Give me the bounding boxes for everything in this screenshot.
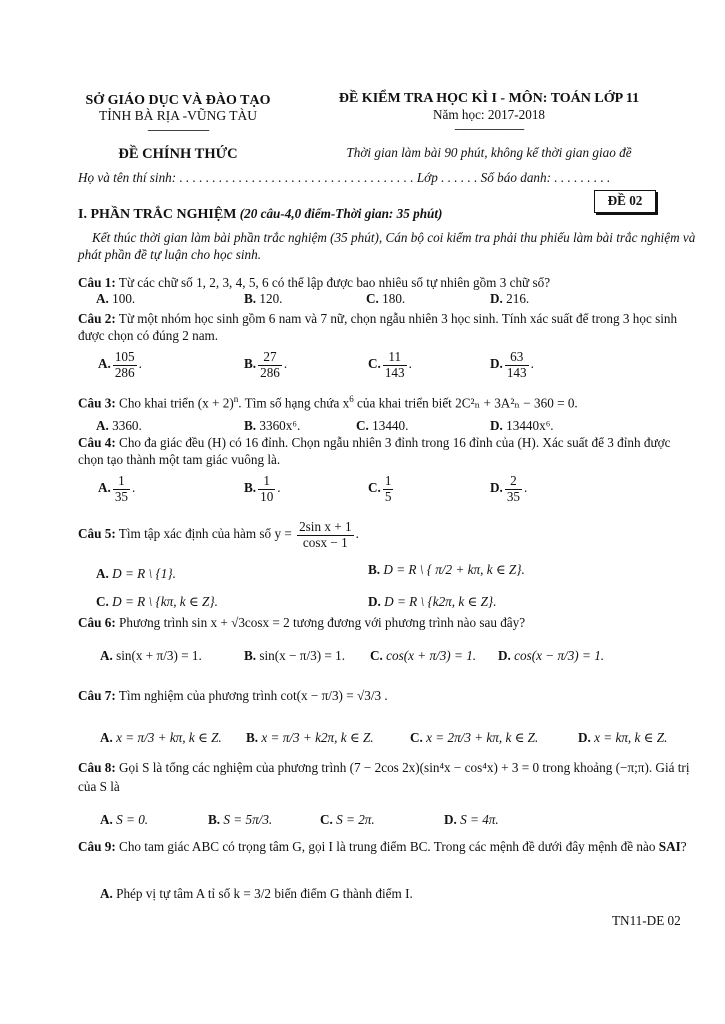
question-3: Câu 3: Cho khai triển $(x + 2)^n$. Tìm số hạng chứa $x^6$ của khai triển biết 2C²ₙ + 3A²ₙ − 360 = 0. [78, 394, 578, 411]
q3-option-a: A. 3360. [96, 418, 142, 433]
section-title-main: I. PHẦN TRẮC NGHIỆM [78, 207, 237, 222]
q4-option-d: D. $\frac{2}{35}$ . [490, 473, 528, 504]
question-label: Câu 3: [78, 395, 116, 411]
question-text: Phương trình sin x + √3cosx = 2 tương đương với phương trình nào sau đây? [119, 615, 526, 630]
question-8 [78, 758, 698, 796]
q8-option-a: A. S = 0. [100, 812, 149, 827]
right-divider: -------------------------- [454, 123, 524, 135]
question-7 [78, 688, 698, 705]
q3-option-c: C. 13440. [356, 418, 409, 433]
question-text: Từ các chữ số 1, 2, 3, 4, 5, 6 có thể lập được bao nhiêu số tự nhiên gồm 3 chữ số? [118, 275, 551, 290]
question-label: Câu 1: [78, 275, 116, 290]
q3-option-d: D. 13440x⁶. [490, 418, 554, 433]
q4-option-c: C. $\frac{1}{5}$ [368, 473, 392, 504]
q8-option-d: D. S = 4π. [444, 812, 499, 827]
section-title [78, 206, 598, 224]
q5-option-b: B. D = R \ { π/2 + kπ, k ∈ Z}. [368, 562, 525, 577]
section-title-sub: (20 câu-4,0 điểm-Thời gian: 35 phút) [239, 206, 443, 221]
q4-option-b: B. $\frac{1}{10}$ . [244, 473, 281, 504]
q4-option-a: A. $\frac{1}{35}$ . [98, 473, 136, 504]
q2-option-d: D. $\frac{63}{143}$ . [490, 349, 534, 380]
question-label: Câu 6: [78, 615, 116, 630]
department-name: SỞ GIÁO DỤC VÀ ĐÀO TẠO [85, 93, 271, 108]
question-label: Câu 2: [78, 311, 116, 326]
q9-option-a: A. Phép vị tự tâm A tỉ số k = 3/2 biến điểm G thành điểm I. [100, 886, 413, 901]
question-label: Câu 4: [78, 435, 116, 450]
q6-option-c: C. cos(x + π/3) = 1. [370, 648, 477, 663]
question-6 [78, 615, 698, 632]
q3-option-b: B. 3360x⁶. [244, 418, 301, 433]
q6-option-a: A. sin(x + π/3) = 1. [100, 648, 202, 663]
q8-option-b: B. S = 5π/3. [208, 812, 273, 827]
question-label: Câu 7: [78, 688, 116, 703]
section-note: Kết thúc thời gian làm bài phần trắc nghiệm (35 phút), Cán bộ coi kiểm tra phải thu phiếu làm bài trắc nghiệm và phát phần đề tự luận cho học sinh. [78, 230, 696, 263]
q2-option-c: C. $\frac{11}{143}$ . [368, 349, 412, 380]
question-text: Tìm nghiệm của phương trình cot(x − π/3) = √3/3 . [118, 688, 388, 703]
official-label: ĐỀ CHÍNH THỨC [118, 146, 238, 162]
q6-option-b: B. sin(x − π/3) = 1. [244, 648, 346, 663]
question-text: Cho đa giác đều (H) có 16 đỉnh. Chọn ngẫu nhiên 3 đỉnh trong 16 đỉnh của (H). Xác suất để 3 đỉnh được chọn tạo thành một tam giác vuông là. [78, 435, 671, 468]
question-text: Từ một nhóm học sinh gồm 6 nam và 7 nữ, chọn ngẫu nhiên 3 học sinh. Tính xác suất để trong 3 học sinh được chọn có đúng 2 nam. [78, 311, 678, 344]
q1-option-d: D. 216. [490, 291, 530, 306]
q8-option-c: C. S = 2π. [320, 812, 375, 827]
q1-option-c: C. 180. [366, 291, 406, 306]
q2-option-b: B. $\frac{27}{286}$ . [244, 349, 288, 380]
question-1 [78, 275, 698, 292]
q5-option-c: C. D = R \ {kπ, k ∈ Z}. [96, 594, 218, 609]
exam-title: ĐỀ KIỂM TRA HỌC KÌ I - MÔN: TOÁN LỚP 11 [338, 91, 640, 106]
q7-option-b: B. x = π/3 + k2π, k ∈ Z. [246, 730, 374, 745]
question-5: Câu 5: Tìm tập xác định của hàm số y = $\frac{\text{2sin x + 1}}{\cos x - 1}$ . [78, 519, 359, 550]
province-name: TỈNH BÀ RỊA -VŨNG TÀU [99, 108, 257, 123]
q5-option-d: D. D = R \ {k2π, k ∈ Z}. [368, 594, 497, 609]
q7-option-d: D. x = kπ, k ∈ Z. [578, 730, 668, 745]
q7-option-a: A. x = π/3 + kπ, k ∈ Z. [100, 730, 222, 745]
question-9: Câu 9: Cho tam giác ABC có trọng tâm G, gọi I là trung điểm BC. Trong các mệnh đề dưới đây mệnh đề nào SAI? [78, 839, 687, 854]
q1-option-a: A. 100. [96, 291, 136, 306]
question-4 [78, 434, 698, 468]
q2-option-a: A. $\frac{105}{286}$ . [98, 349, 142, 380]
left-divider: ----------------------- [147, 124, 209, 136]
question-label: Câu 5: [78, 526, 116, 542]
q1-option-b: B. 120. [244, 291, 283, 306]
q7-option-c: C. x = 2π/3 + kπ, k ∈ Z. [410, 730, 539, 745]
school-year: Năm học: 2017-2018 [432, 107, 546, 122]
question-label: Câu 8: [78, 760, 116, 775]
q6-option-d: D. cos(x − π/3) = 1. [498, 648, 605, 663]
question-2 [78, 310, 698, 344]
q5-option-a: A. D = R \ {1}. [96, 566, 176, 581]
page-footer-code: TN11-DE 02 [612, 913, 681, 928]
student-info-line: Họ và tên thí sinh: . . . . . . . . . . . . . . . . . . . . . . . . . . . . . . . . . . . . Lớp . . . . . . Số báo danh: . . . . . . . . . [78, 170, 611, 185]
exam-code-box: ĐỀ 02 [594, 190, 656, 213]
question-text: Gọi S là tổng các nghiệm của phương trình (7 − 2cos 2x)(sin⁴x − cos⁴x) + 3 = 0 trong khoảng (−π;π). Giá trị của S là [78, 760, 690, 795]
question-label: Câu 9: [78, 839, 116, 854]
time-note: Thời gian làm bài 90 phút, không kể thời gian giao đề [346, 145, 632, 160]
